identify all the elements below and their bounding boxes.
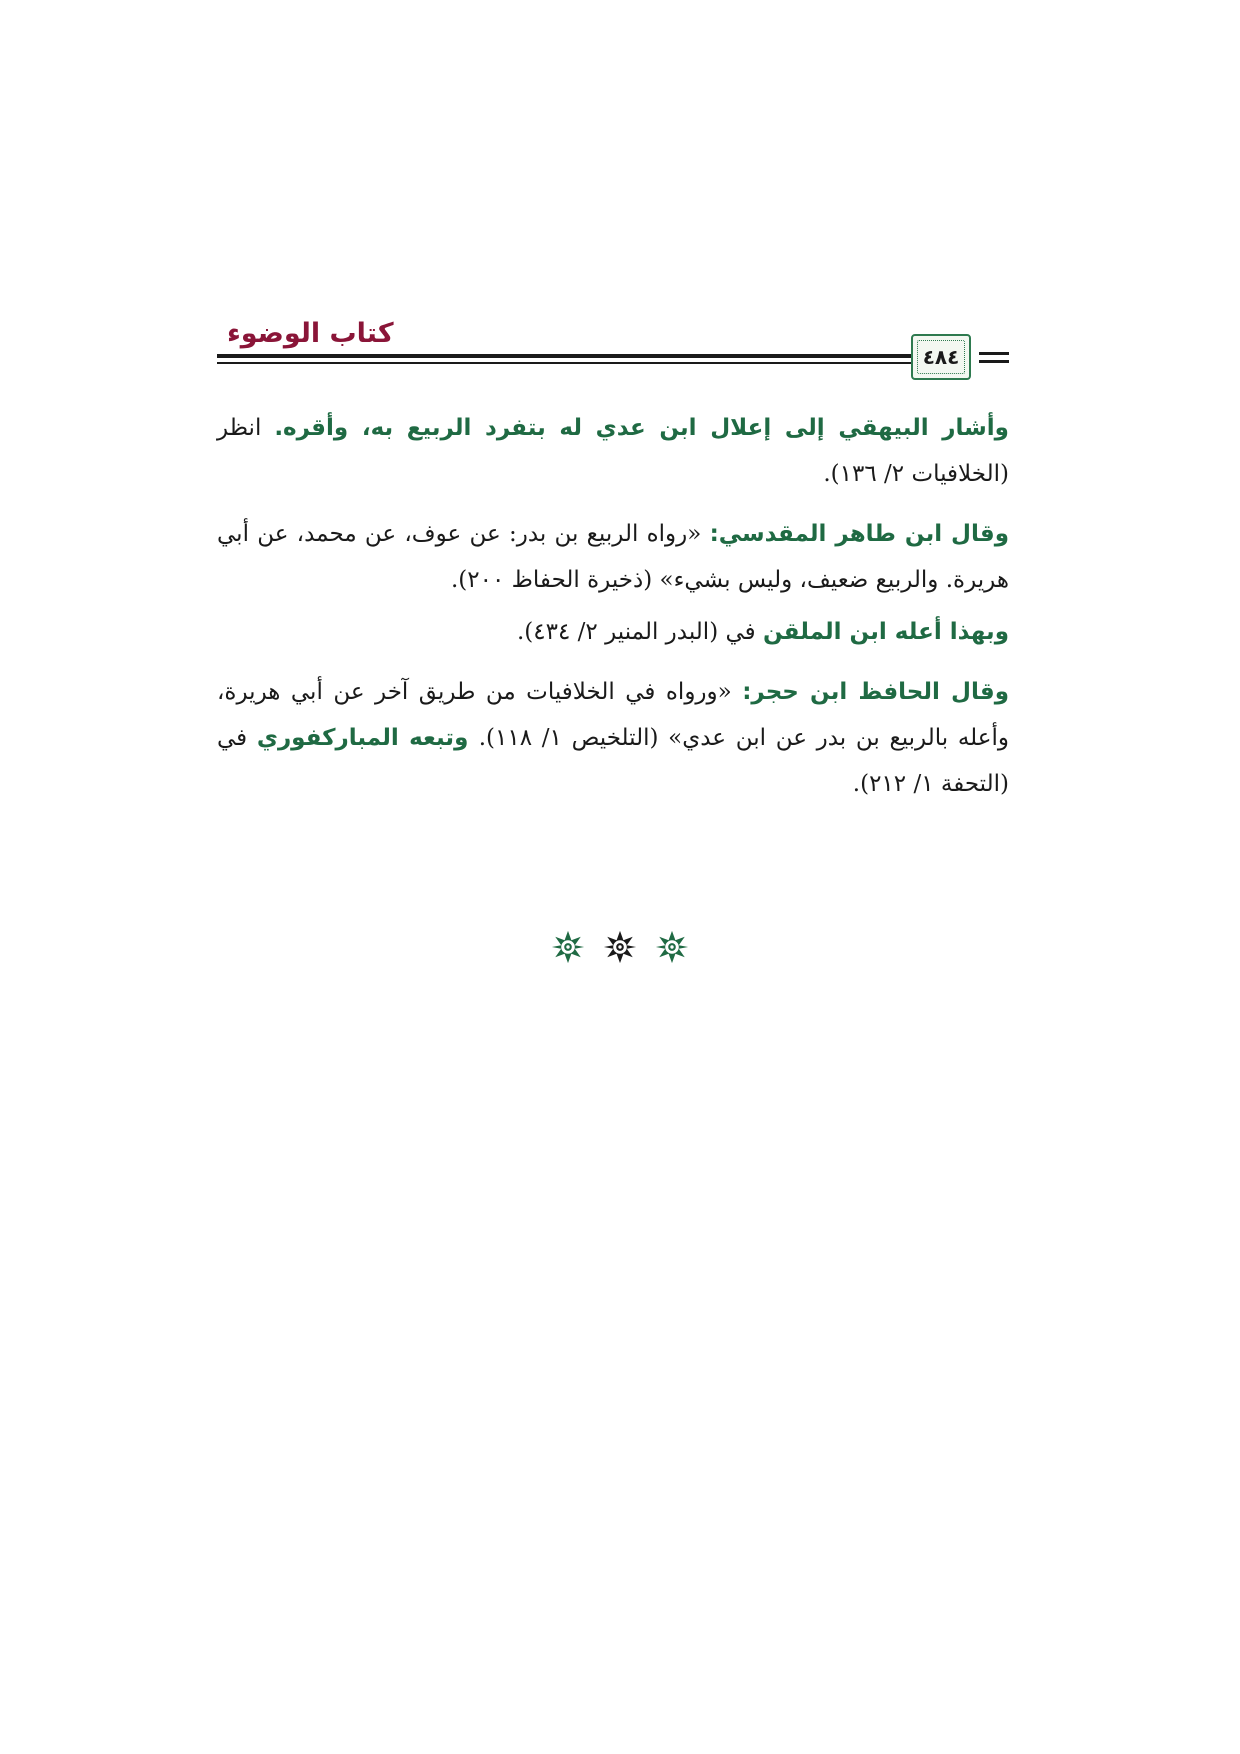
- header-rule-short: [979, 352, 1009, 355]
- flower-ornament-icon: [655, 930, 689, 964]
- header-rule: [217, 354, 914, 358]
- page-number: ٤٨٤: [922, 345, 960, 369]
- highlight-text: وتبعه المباركفوري: [256, 725, 479, 751]
- body-text: «رواه الربيع بن بدر: عن عوف، عن محمد، عن أبي هريرة. والربيع ضعيف، وليس بشيء» (ذخيرة الحفاظ ٢٠٠).: [217, 521, 1009, 593]
- body-text: «ورواه في الخلافيات من طريق آخر عن أبي هريرة، وأعله بالربيع بن بدر عن ابن عدي» (التلخيص ١/ ١١٨).: [217, 679, 1009, 751]
- paragraph-bayhaqi: [217, 405, 1009, 497]
- page-header: [217, 318, 1009, 388]
- flower-ornament-icon: [551, 930, 585, 964]
- highlight-text: وأشار البيهقي إلى إعلال ابن عدي له بتفرد الربيع به، وأقره.: [274, 415, 1009, 441]
- body-text: في (التحفة ١/ ٢١٢).: [217, 725, 1009, 797]
- page-body: [217, 405, 1009, 821]
- paragraph-ibn-mulaqqin: [217, 609, 1009, 655]
- body-text: انظر (الخلافيات ٢/ ١٣٦).: [217, 415, 1009, 487]
- header-rule-thin: [217, 362, 914, 364]
- paragraph-ibn-hajar: [217, 669, 1009, 807]
- highlight-text: وقال الحافظ ابن حجر:: [742, 679, 1009, 705]
- section-end-ornaments: [0, 930, 1240, 964]
- highlight-text: وقال ابن طاهر المقدسي:: [709, 521, 1009, 547]
- body-text: في (البدر المنير ٢/ ٤٣٤).: [517, 619, 763, 645]
- highlight-text: وبهذا أعله ابن الملقن: [762, 619, 1009, 645]
- header-rule-short-thin: [979, 360, 1009, 363]
- flower-ornament-icon: [603, 930, 637, 964]
- chapter-title: كتاب الوضوء: [227, 318, 394, 349]
- paragraph-ibn-tahir: [217, 511, 1009, 603]
- page-number-badge: [911, 334, 971, 380]
